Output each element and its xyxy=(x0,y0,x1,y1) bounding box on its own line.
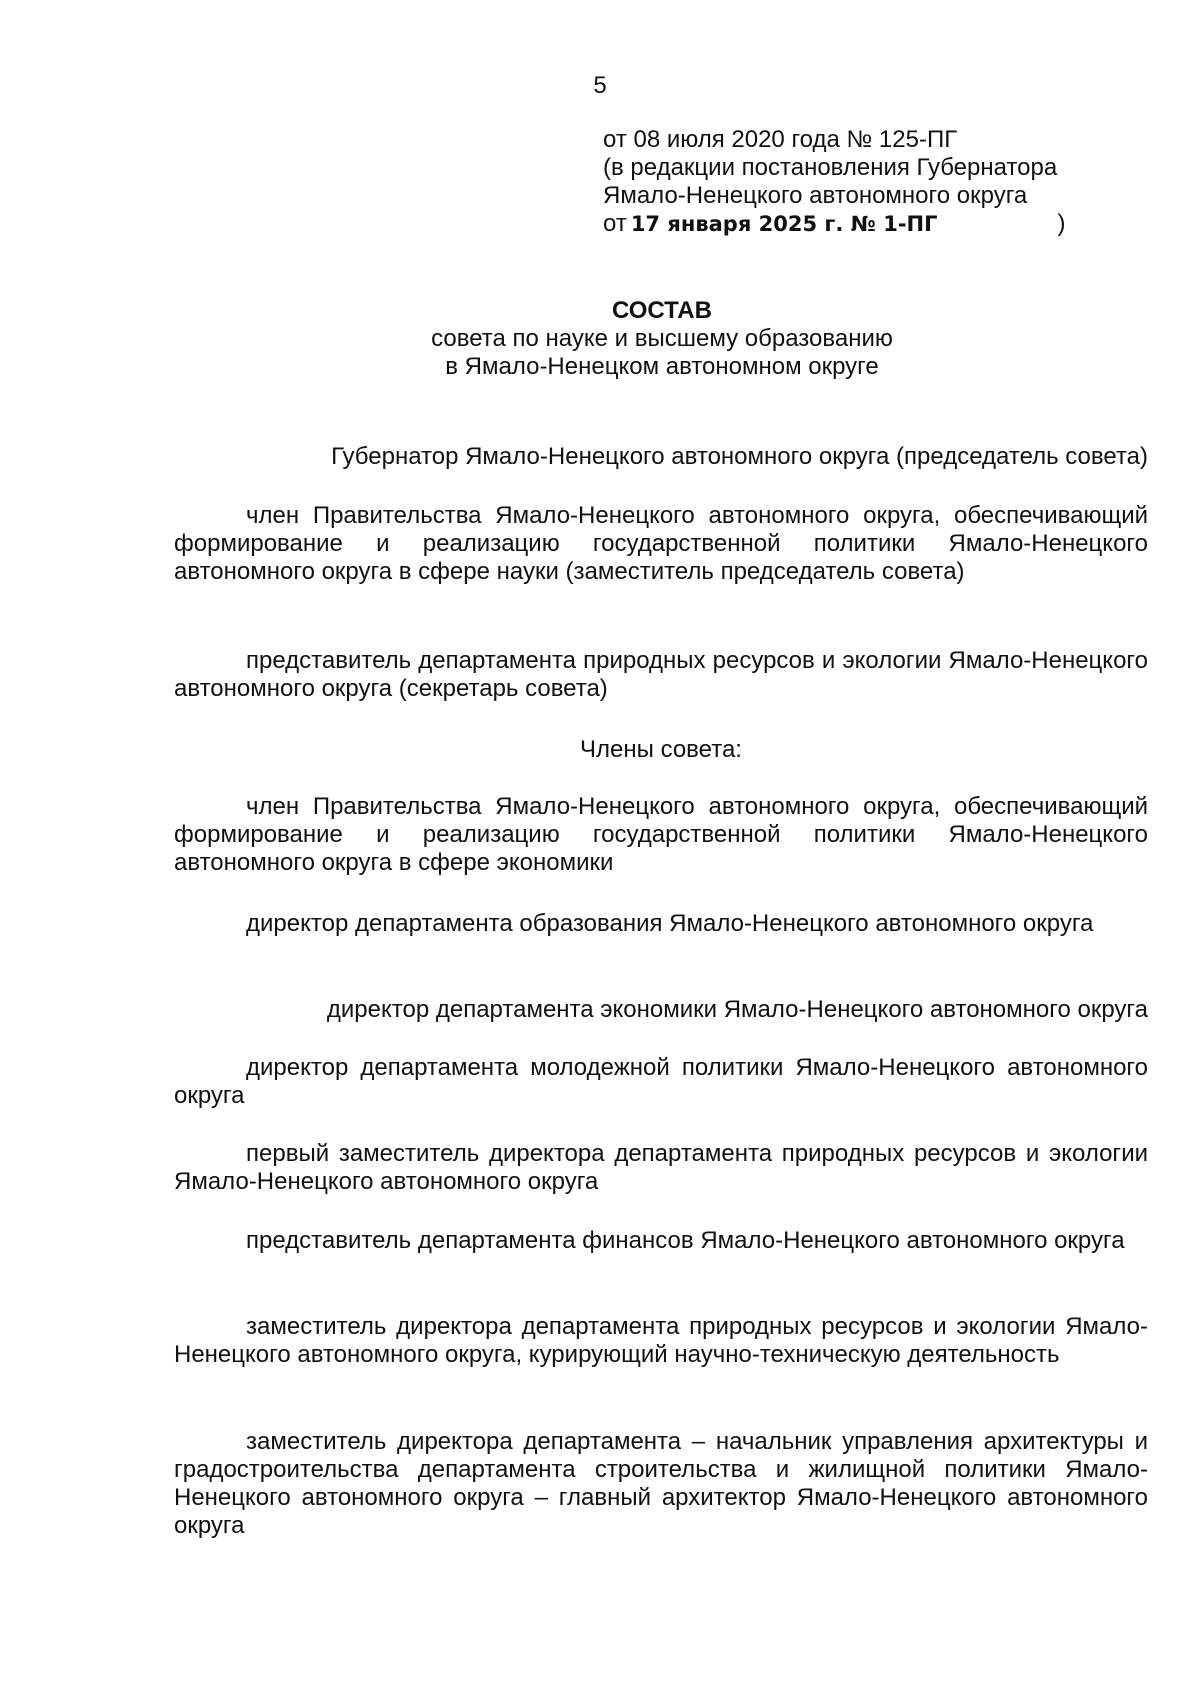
document-title-block xyxy=(0,297,1200,381)
leadership-chair: Губернатор Ямало-Ненецкого автономного округа (председатель совета) xyxy=(331,443,1148,470)
header-decree-date: от 08 июля 2020 года № 125-ПГ xyxy=(603,126,958,153)
document-header xyxy=(603,126,1066,238)
member-item: заместитель директора департамента – начальник управления архитектуры и градостроительства департамента строительства и жилищной политики Ямало-Ненецкого автономного округа – главный архитектор Ямало-Ненецкого автономного округа xyxy=(174,1428,1148,1539)
leadership-deputy-chair: член Правительства Ямало-Ненецкого автономного округа, обеспечивающий формирование и реализацию государственной политики Ямало-Ненецкого автономного округа в сфере науки (заместитель председатель совета) xyxy=(174,502,1148,585)
members-heading: Члены совета: xyxy=(580,736,742,763)
member-item: директор департамента экономики Ямало-Ненецкого автономного округа xyxy=(326,996,1148,1023)
member-item: директор департамента молодежной политики Ямало-Ненецкого автономного округа xyxy=(174,1054,1148,1109)
header-region: Ямало-Ненецкого автономного округа xyxy=(603,182,1028,209)
amendment-number: 17 января 2025 г. № 1-ПГ xyxy=(630,212,938,236)
header-edition-note: (в редакции постановления Губернатора xyxy=(603,154,1058,181)
member-item: первый заместитель директора департамента природных ресурсов и экологии Ямало-Ненецкого автономного округа xyxy=(174,1140,1148,1195)
document-subtitle-line2: в Ямало-Ненецком автономном округе xyxy=(445,353,879,380)
leadership-secretary: представитель департамента природных ресурсов и экологии Ямало-Ненецкого автономного округа (секретарь совета) xyxy=(174,647,1148,702)
member-item: представитель департамента финансов Ямало-Ненецкого автономного округа xyxy=(246,1227,1125,1254)
amendment-close-paren: ) xyxy=(1057,210,1066,237)
member-item: заместитель директора департамента природных ресурсов и экологии Ямало-Ненецкого автономного округа, курирующий научно-техническую деятельность xyxy=(174,1313,1148,1368)
amendment-prefix: от xyxy=(603,210,627,237)
document-subtitle-line1: совета по науке и высшему образованию xyxy=(431,325,893,352)
member-item: директор департамента образования Ямало-Ненецкого автономного округа xyxy=(246,910,1094,937)
document-title: СОСТАВ xyxy=(612,297,712,324)
header-amendment-line xyxy=(603,210,1066,238)
member-item: член Правительства Ямало-Ненецкого автономного округа, обеспечивающий формирование и реализацию государственной политики Ямало-Ненецкого автономного округа в сфере экономики xyxy=(174,793,1148,876)
page-number: 5 xyxy=(593,72,607,99)
